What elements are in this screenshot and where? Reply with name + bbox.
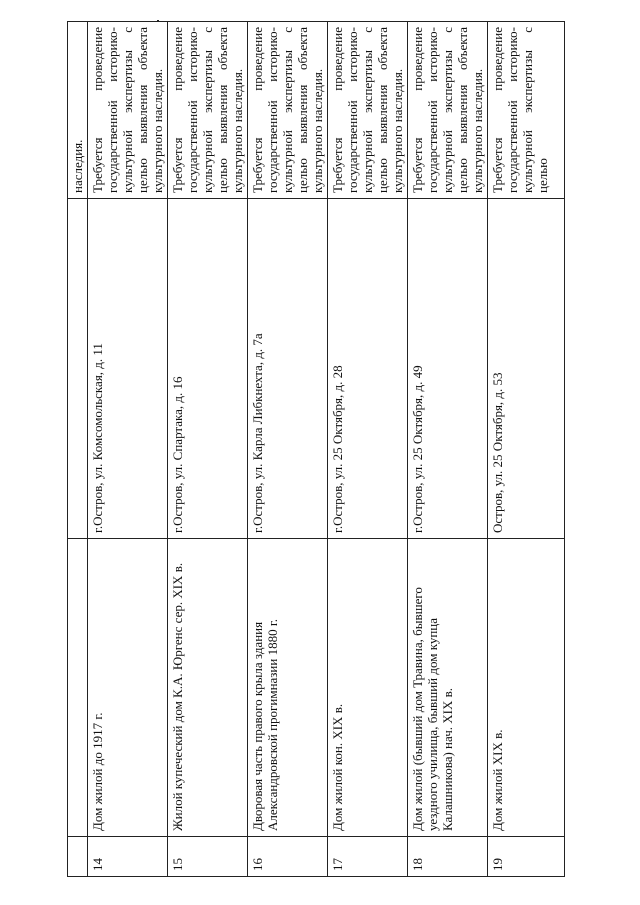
cell-name xyxy=(68,539,88,837)
cell-name: Дом жилой кон. XIX в. xyxy=(328,539,408,837)
cell-address: г.Остров, ул. 25 Октября, д. 49 xyxy=(408,199,488,539)
table-row xyxy=(328,22,408,877)
table-row xyxy=(168,22,248,877)
cell-number: 14 xyxy=(88,837,168,877)
cell-note: Требуется проведение государственной историко-культурной экспертизы с целью выявления объекта культурного наследия. xyxy=(168,22,248,199)
cell-address: г.Остров, ул. 25 Октября, д. 28 xyxy=(328,199,408,539)
cell-note: Требуется проведение государственной историко-культурной экспертизы с целью выявления объекта культурного наследия. xyxy=(328,22,408,199)
cell-number: 19 xyxy=(488,837,565,877)
cell-name: Дом жилой до 1917 г. xyxy=(88,539,168,837)
cell-note: Требуется проведение государственной историко-культурной экспертизы с целью выявления объекта культурного наследия. xyxy=(88,22,168,199)
heritage-objects-table xyxy=(67,21,565,877)
cell-note: наследия. xyxy=(68,22,88,199)
table-row xyxy=(408,22,488,877)
cell-note: Требуется проведение государственной историко-культурной экспертизы с целью выявления объекта культурного наследия. xyxy=(408,22,488,199)
cell-address: г.Остров, ул. Карла Либкнехта, д. 7а xyxy=(248,199,328,539)
cell-number: 17 xyxy=(328,837,408,877)
cell-number xyxy=(68,837,88,877)
cell-number: 16 xyxy=(248,837,328,877)
cell-note: Требуется проведение государственной историко-культурной экспертизы с целью xyxy=(488,22,565,199)
cell-number: 15 xyxy=(168,837,248,877)
table-row xyxy=(248,22,328,877)
table-row xyxy=(488,22,565,877)
cell-number: 18 xyxy=(408,837,488,877)
cell-name: Дом жилой (бывший дом Травина, бывшего уездного училища, бывший дом купца Калашникова) нач. XIX в. xyxy=(408,539,488,837)
cell-address: Остров, ул. 25 Октября, д. 53 xyxy=(488,199,565,539)
cell-name: Дворовая часть правого крыла здания Александровской прогимназии 1880 г. xyxy=(248,539,328,837)
cell-address: г.Остров, ул. Комсомольская, д. 11 xyxy=(88,199,168,539)
cell-address xyxy=(68,199,88,539)
cell-note: Требуется проведение государственной историко-культурной экспертизы с целью выявления объекта культурного наследия. xyxy=(248,22,328,199)
cell-name: Дом жилой XIX в. xyxy=(488,539,565,837)
table-row xyxy=(68,22,88,877)
cell-name: Жилой купеческий дом К.А. Юргенс сер. XIX в. xyxy=(168,539,248,837)
cell-address: г.Остров, ул. Спартака, д. 16 xyxy=(168,199,248,539)
table-row xyxy=(88,22,168,877)
